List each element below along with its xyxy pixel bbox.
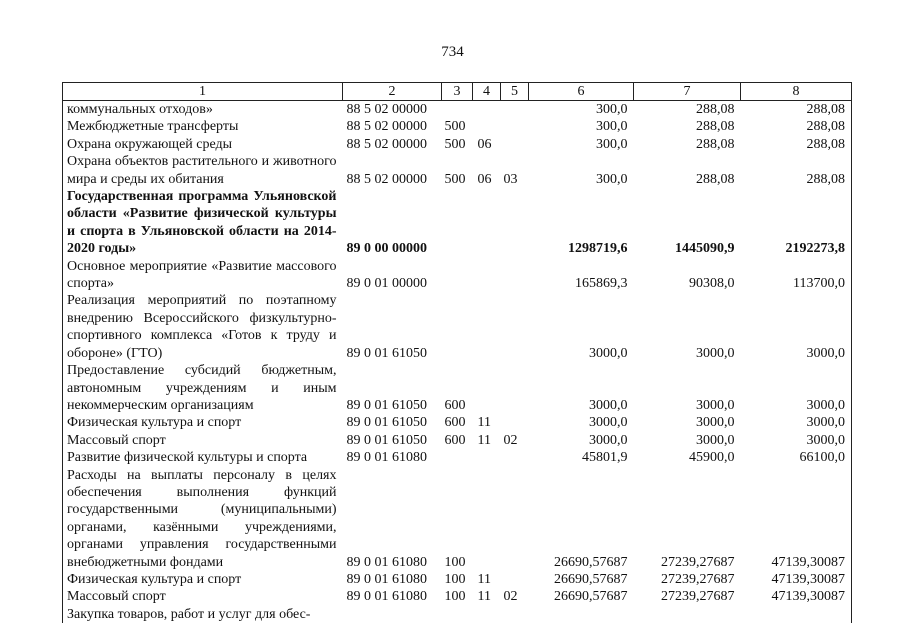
row-code-cell: 88 5 02 00000 [346,119,427,135]
row-name-cell: Закупка товаров, работ и услуг для обес- [63,606,343,623]
row-code-cell: 89 0 01 61080 [346,450,427,466]
row-value6-cell: 26690,57687 [554,589,628,605]
row-col4-cell [473,292,501,362]
row-code-cell: 89 0 01 61050 [346,397,427,413]
row-value7-cell: 3000,0 [696,345,735,361]
row-code-cell: 89 0 01 61050 [346,432,427,448]
row-name-cell: Расходы на выплаты персоналу в целях обеспечения выполнения функций государственными (муниципальными) органами, казёнными учреждениями, органами управления государственными внебюджетными фондами [63,467,343,571]
row-name-cell: Развитие физической культуры и спорта [63,449,343,466]
row-value7-cell: 45900,0 [689,450,735,466]
row-name-cell: Основное мероприятие «Развитие массового спорта» [63,258,343,293]
row-code-cell: 88 5 02 00000 [346,171,427,187]
row-col5-cell [501,467,529,571]
row-col3-cell: 100 [444,571,466,587]
row-col5-cell: 02 [503,432,518,448]
row-value6-cell: 300,0 [596,136,628,152]
row-code-cell: 89 0 01 61080 [346,589,427,605]
row-value8-cell: 3000,0 [741,414,852,431]
table-row [63,449,852,466]
row-name-cell: Массовый спорт [63,588,343,605]
row-code-cell [343,606,442,623]
row-value8-cell: 47139,30087 [741,571,852,588]
row-value8-cell: 2192273,8 [741,188,852,258]
row-code-cell: 89 0 01 61080 [346,571,427,587]
row-col3-cell [442,606,473,623]
row-col3-cell: 500 [444,136,466,152]
row-value6-cell: 3000,0 [589,345,628,361]
row-name-cell: Охрана окружающей среды [63,136,343,153]
row-col4-cell [473,467,501,571]
row-col5-cell: 03 [503,171,518,187]
row-value7-cell: 27239,27687 [661,554,735,570]
row-col4-cell: 11 [477,589,491,605]
row-value6-cell: 300,0 [596,171,628,187]
table-row [63,153,852,188]
row-col4-cell [473,362,501,414]
row-col3-cell: 500 [444,171,466,187]
row-col3-cell [442,101,473,119]
table-row [63,362,852,414]
row-name-cell: Межбюджетные трансферты [63,118,343,135]
row-name-cell: Государственная программа Ульяновской области «Развитие физической культуры и спорта в Ульяновской области на 2014-2020 годы» [63,188,343,258]
row-col3-cell: 500 [444,119,466,135]
column-header: 3 [442,83,473,101]
table-header-row [63,83,852,101]
row-col3-cell [442,292,473,362]
table-row [63,414,852,431]
row-col4-cell [473,258,501,293]
table-row [63,188,852,258]
table-row [63,432,852,449]
row-col3-cell [442,449,473,466]
table-row [63,606,852,623]
row-col4-cell: 06 [477,171,492,187]
column-header: 1 [63,83,343,101]
column-header: 5 [501,83,529,101]
row-value7-cell: 3000,0 [696,415,735,431]
row-col4-cell: 11 [477,571,491,587]
column-header: 8 [741,83,852,101]
row-value7-cell: 27239,27687 [661,571,735,587]
row-value8-cell: 3000,0 [741,292,852,362]
row-col5-cell [501,362,529,414]
row-col5-cell [501,449,529,466]
row-value6-cell: 3000,0 [589,415,628,431]
row-col5-cell [501,606,529,623]
budget-table [62,82,852,623]
row-value7-cell: 90308,0 [689,276,735,292]
row-name-cell: коммунальных отходов» [63,101,343,119]
table-row [63,136,852,153]
row-value8-cell: 288,08 [741,101,852,119]
table-row [63,292,852,362]
row-value7-cell: 288,08 [696,136,735,152]
row-value8-cell [741,606,852,623]
row-value6-cell: 300,0 [596,102,628,117]
row-col4-cell: 11 [477,432,491,448]
row-value7-cell: 288,08 [696,171,735,187]
row-col4-cell [473,188,501,258]
row-value6-cell: 3000,0 [589,432,628,448]
row-name-cell: Физическая культура и спорт [63,571,343,588]
column-header: 7 [634,83,741,101]
row-value6-cell [529,606,634,623]
row-name-cell: Физическая культура и спорт [63,414,343,431]
row-value8-cell: 47139,30087 [741,467,852,571]
row-value6-cell: 26690,57687 [554,571,628,587]
row-name-cell: Охрана объектов растительного и животного мира и среды их обитания [63,153,343,188]
row-col3-cell: 100 [444,554,466,570]
row-value6-cell: 26690,57687 [554,554,628,570]
row-col3-cell: 600 [444,415,466,431]
row-value7-cell: 3000,0 [696,432,735,448]
column-header: 2 [343,83,442,101]
page-number: 734 [441,44,464,60]
row-value6-cell: 45801,9 [582,450,628,466]
column-header: 6 [529,83,634,101]
row-value8-cell: 288,08 [741,118,852,135]
row-col5-cell [501,118,529,135]
row-col5-cell [501,258,529,293]
table-row [63,118,852,135]
row-value7-cell: 27239,27687 [661,589,735,605]
row-value7-cell: 1445090,9 [675,241,735,257]
row-col3-cell [442,188,473,258]
row-value8-cell: 3000,0 [741,362,852,414]
row-col5-cell [501,414,529,431]
row-value6-cell: 1298719,6 [568,241,628,257]
row-col3-cell [442,258,473,293]
table-body [63,101,852,624]
row-col5-cell [501,571,529,588]
row-col5-cell [501,188,529,258]
row-value7-cell: 288,08 [696,119,735,135]
table-row [63,258,852,293]
row-col4-cell: 11 [477,415,491,431]
row-col4-cell: 06 [477,136,492,152]
row-col5-cell [501,101,529,119]
row-name-cell: Массовый спорт [63,432,343,449]
row-value8-cell: 288,08 [741,153,852,188]
row-value7-cell [634,606,741,623]
row-code-cell: 89 0 00 00000 [346,241,427,257]
row-col4-cell [473,606,501,623]
row-value8-cell: 66100,0 [741,449,852,466]
row-col5-cell: 02 [503,589,518,605]
row-value7-cell: 3000,0 [696,397,735,413]
row-col4-cell [473,101,501,119]
row-col3-cell: 600 [444,432,466,448]
row-code-cell: 89 0 01 61080 [346,554,427,570]
table-row [63,467,852,571]
row-col5-cell [501,136,529,153]
row-code-cell: 89 0 01 00000 [346,276,427,292]
row-code-cell: 88 5 02 00000 [346,102,427,117]
row-value8-cell: 47139,30087 [741,588,852,605]
row-col3-cell: 600 [444,397,466,413]
table-row [63,101,852,119]
row-value8-cell: 113700,0 [741,258,852,293]
row-code-cell: 89 0 01 61050 [346,415,427,431]
row-code-cell: 88 5 02 00000 [346,136,427,152]
row-value6-cell: 3000,0 [589,397,628,413]
row-col3-cell: 100 [444,589,466,605]
table-row [63,588,852,605]
row-name-cell: Предоставление субсидий бюджетным, автономным учреждениям и иным некоммерческим организациям [63,362,343,414]
column-header: 4 [473,83,501,101]
row-value7-cell: 288,08 [696,102,735,117]
row-code-cell: 89 0 01 61050 [346,345,427,361]
row-value8-cell: 3000,0 [741,432,852,449]
row-col4-cell [473,118,501,135]
row-col4-cell [473,449,501,466]
row-name-cell: Реализация мероприятий по поэтапному внедрению Всероссийского физкультурно-спортивного комплекса «Готов к труду и обороне» (ГТО) [63,292,343,362]
row-col5-cell [501,292,529,362]
row-value6-cell: 300,0 [596,119,628,135]
row-value8-cell: 288,08 [741,136,852,153]
row-value6-cell: 165869,3 [575,276,628,292]
table-row [63,571,852,588]
